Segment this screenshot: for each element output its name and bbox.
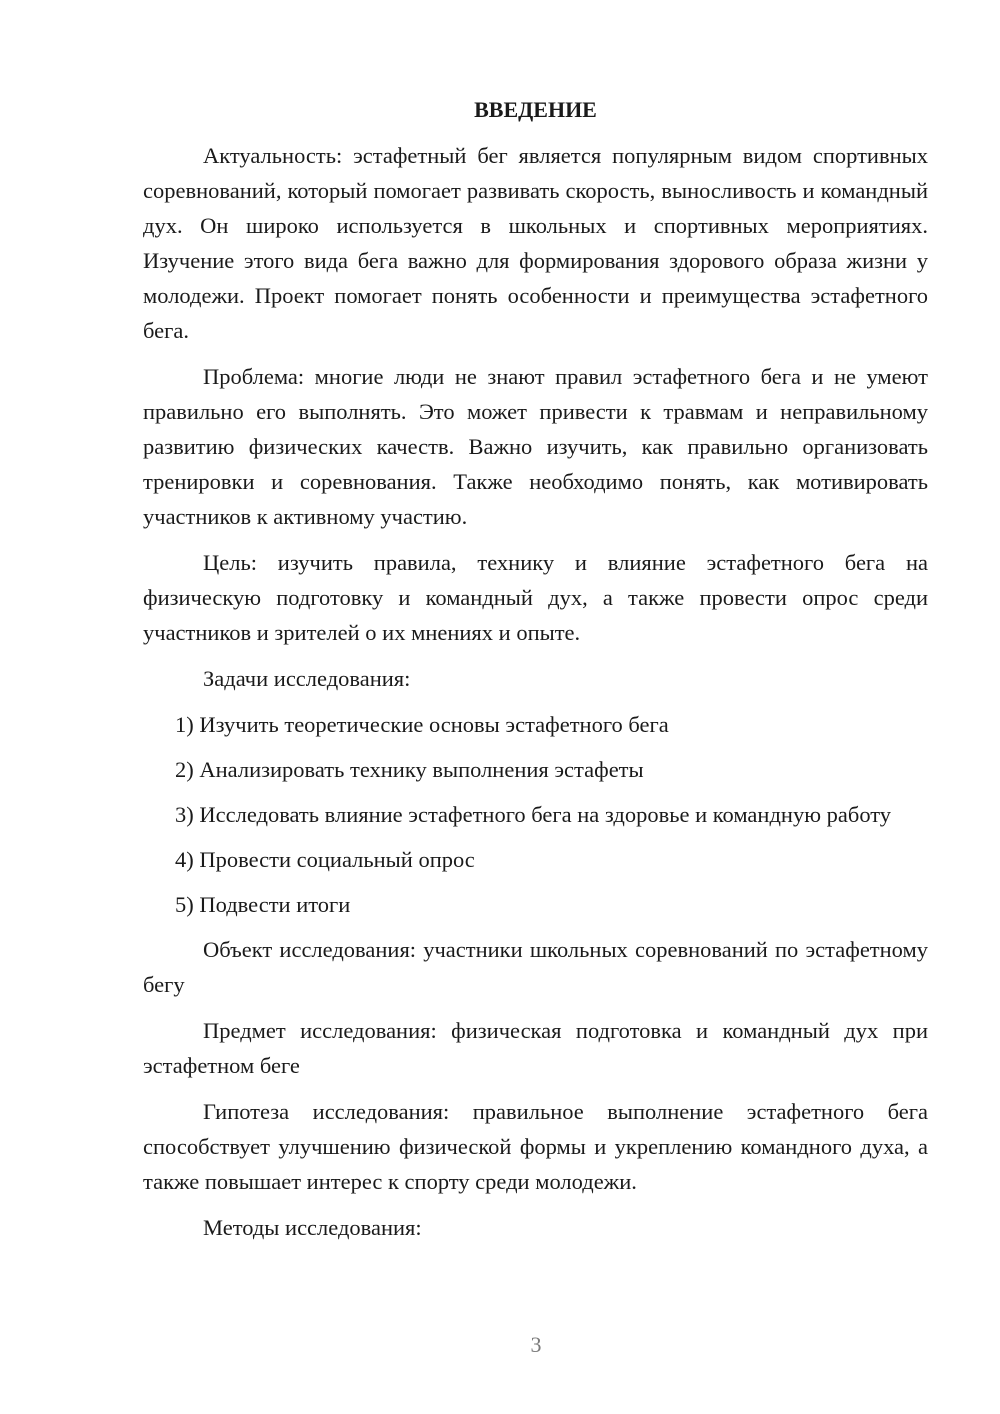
paragraph-tasks-heading: Задачи исследования: [203, 666, 411, 691]
paragraph-problem: Проблема: многие люди не знают правил эстафетного бега и не умеют правильно его выполнять. Это может привести к травмам и неправильному развитию физических качеств. Важно изучить, как правильно организовать тренировки и соревнования. Также необходимо понять, как мотивировать участников к активному участию. [143, 364, 928, 529]
task-item-3: 3) Исследовать влияние эстафетного бега на здоровье и командную работу [175, 802, 892, 827]
page-number: 3 [530, 1332, 542, 1357]
section-title: ВВЕДЕНИЕ [474, 97, 597, 122]
paragraph-methods: Методы исследования: [203, 1215, 422, 1240]
paragraph-hypothesis: Гипотеза исследования: правильное выполнение эстафетного бега способствует улучшению физической формы и укреплению командного духа, а также повышает интерес к спорту среди молодежи. [143, 1099, 928, 1194]
task-item-5: 5) Подвести итоги [175, 892, 351, 917]
task-item-1: 1) Изучить теоретические основы эстафетного бега [175, 712, 669, 737]
task-item-2: 2) Анализировать технику выполнения эстафеты [175, 757, 644, 782]
paragraph-goal: Цель: изучить правила, технику и влияние эстафетного бега на физическую подготовку и командный дух, а также провести опрос среди участников и зрителей о их мнениях и опыте. [143, 550, 928, 645]
paragraph-subject: Предмет исследования: физическая подготовка и командный дух при эстафетном беге [143, 1018, 928, 1078]
task-item-4: 4) Провести социальный опрос [175, 847, 475, 872]
paragraph-relevance: Актуальность: эстафетный бег является популярным видом спортивных соревнований, который помогает развивать скорость, выносливость и командный дух. Он широко используется в школьных и спортивных мероприятиях. Изучение этого вида бега важно для формирования здорового образа жизни у молодежи. Проект помогает понять особенности и преимущества эстафетного бега. [143, 143, 928, 343]
page-content [143, 92, 928, 1256]
paragraph-object: Объект исследования: участники школьных соревнований по эстафетному бегу [143, 937, 928, 997]
